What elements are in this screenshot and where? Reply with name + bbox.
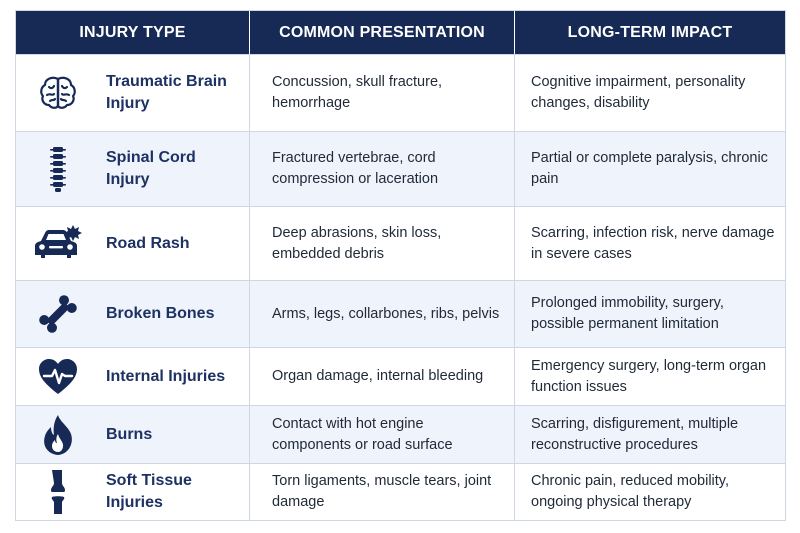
injury-type-cell — [16, 281, 249, 347]
impact-cell: Prolonged immobility, surgery, possible permanent limitation — [514, 281, 785, 347]
injury-type-cell — [16, 348, 249, 405]
injury-type-name: Soft Tissue Injuries — [106, 472, 192, 511]
header-long-term-impact: LONG-TERM IMPACT — [514, 11, 785, 54]
table-row — [16, 131, 785, 206]
table-row — [16, 463, 785, 520]
injury-type-name: Burns — [106, 425, 153, 443]
impact-cell: Emergency surgery, long-term organ function issues — [514, 348, 785, 405]
injury-type-name: Spinal Cord Injury — [106, 149, 196, 188]
table-row — [16, 280, 785, 347]
injury-type-cell — [16, 207, 249, 280]
impact-cell: Scarring, infection risk, nerve damage in severe cases — [514, 207, 785, 280]
heartbeat-icon — [30, 353, 86, 401]
knee-joint-icon — [30, 468, 86, 516]
injury-type-name: Broken Bones — [106, 305, 215, 322]
injury-type-cell — [16, 406, 249, 463]
injury-type-name: Traumatic Brain Injury — [106, 73, 227, 112]
presentation-cell: Torn ligaments, muscle tears, joint damage — [249, 464, 514, 520]
presentation-cell: Arms, legs, collarbones, ribs, pelvis — [249, 281, 514, 347]
table-row — [16, 206, 785, 280]
table-row — [16, 405, 785, 463]
flame-icon — [30, 411, 86, 459]
header-common-presentation: COMMON PRESENTATION — [249, 11, 514, 54]
injury-type-name: Internal Injuries — [106, 367, 226, 385]
table-row — [16, 347, 785, 405]
presentation-cell: Concussion, skull fracture, hemorrhage — [249, 55, 514, 131]
presentation-cell: Deep abrasions, skin loss, embedded debris — [249, 207, 514, 280]
table-row — [16, 54, 785, 131]
bone-icon — [30, 290, 86, 338]
injury-type-cell — [16, 464, 249, 520]
injury-table — [15, 10, 786, 521]
injury-type-cell — [16, 55, 249, 131]
table-header — [16, 11, 785, 54]
spine-icon — [30, 145, 86, 193]
presentation-cell: Fractured vertebrae, cord compression or laceration — [249, 132, 514, 206]
impact-cell: Partial or complete paralysis, chronic pain — [514, 132, 785, 206]
impact-cell: Cognitive impairment, personality changes, disability — [514, 55, 785, 131]
injury-type-cell — [16, 132, 249, 206]
impact-cell: Scarring, disfigurement, multiple reconstructive procedures — [514, 406, 785, 463]
car-crash-icon — [30, 220, 86, 268]
presentation-cell: Contact with hot engine components or road surface — [249, 406, 514, 463]
injury-type-name: Road Rash — [106, 234, 190, 252]
brain-icon — [30, 69, 86, 117]
impact-cell: Chronic pain, reduced mobility, ongoing physical therapy — [514, 464, 785, 520]
presentation-cell: Organ damage, internal bleeding — [249, 348, 514, 405]
header-injury-type: INJURY TYPE — [79, 23, 186, 41]
